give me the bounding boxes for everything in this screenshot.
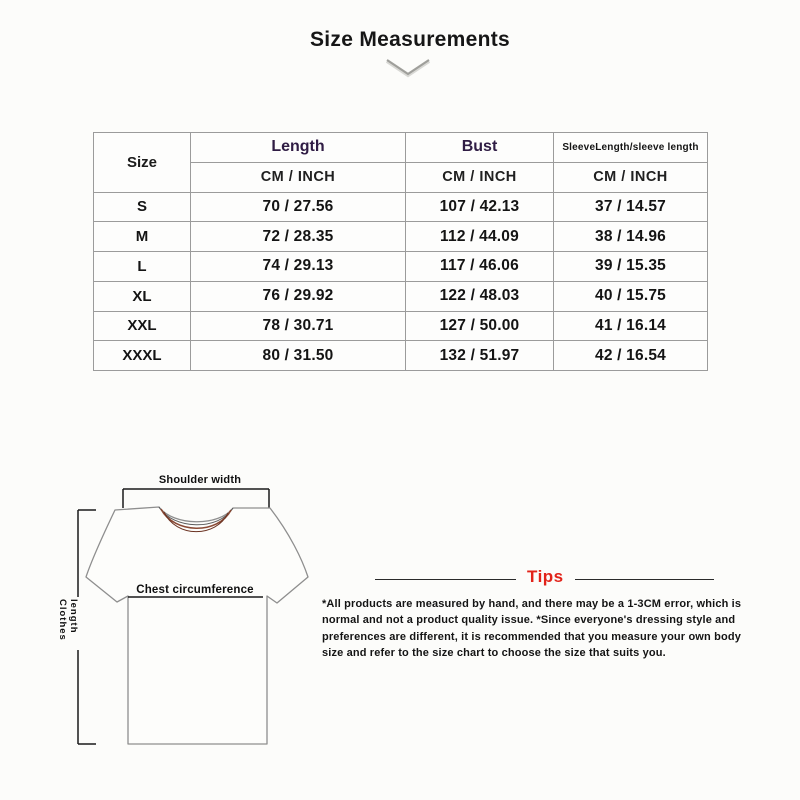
sleeve-cell: 41 / 16.14 — [554, 311, 708, 341]
table-row-xxxl — [94, 341, 708, 371]
tips-line: *All products are measured by hand, and there may be a 1-3CM error, which is — [322, 598, 742, 610]
bust-cell: 112 / 44.09 — [406, 222, 554, 252]
unit-header-sleeve: CM / INCH — [554, 162, 708, 192]
size-cell: M — [94, 222, 191, 252]
clothes-length-label — [57, 599, 79, 641]
size-cell: XXL — [94, 311, 191, 341]
bust-cell: 127 / 50.00 — [406, 311, 554, 341]
table-header-row — [94, 133, 708, 163]
bust-cell: 132 / 51.97 — [406, 341, 554, 371]
size-cell: XL — [94, 281, 191, 311]
sleeve-cell: 38 / 14.96 — [554, 222, 708, 252]
chevron-down-icon — [384, 58, 432, 80]
shoulder-width-bracket — [123, 489, 269, 508]
length-cell: 74 / 29.13 — [191, 252, 406, 282]
table-row-s — [94, 192, 708, 222]
size-cell: L — [94, 252, 191, 282]
clothes-length-label-line1: Clothes — [57, 599, 68, 641]
sleeve-cell: 37 / 14.57 — [554, 192, 708, 222]
tips-line: normal and not a product quality issue. *Since everyone's dressing style and — [322, 614, 736, 627]
column-header-sleeve: SleeveLength/sleeve length — [554, 133, 708, 163]
tips-header — [375, 567, 750, 588]
sleeve-cell: 42 / 16.54 — [554, 341, 708, 371]
size-measurements-table — [93, 132, 708, 371]
clothes-length-bracket — [78, 510, 96, 744]
bust-cell: 117 / 46.06 — [406, 252, 554, 282]
column-header-bust: Bust — [406, 133, 554, 163]
table-row-xxl — [94, 311, 708, 341]
bust-cell: 107 / 42.13 — [406, 192, 554, 222]
shoulder-width-label: Shoulder width — [158, 474, 242, 486]
sleeve-cell: 39 / 15.35 — [554, 252, 708, 282]
column-header-size: Size — [94, 133, 191, 193]
tips-divider-right — [575, 579, 714, 580]
length-cell: 80 / 31.50 — [191, 341, 406, 371]
tips-divider-left — [375, 579, 516, 580]
sleeve-cell: 40 / 15.75 — [554, 281, 708, 311]
tips-body — [322, 596, 792, 661]
length-cell: 78 / 30.71 — [191, 311, 406, 341]
table-row-l — [94, 252, 708, 282]
tips-heading: Tips — [527, 567, 564, 586]
table-row-m — [94, 222, 708, 252]
tips-line: size and refer to the size chart to choose the size that suits you. — [322, 646, 666, 659]
table-row-xl — [94, 281, 708, 311]
size-cell: S — [94, 192, 191, 222]
length-cell: 72 / 28.35 — [191, 222, 406, 252]
tips-line: preferences are different, it is recommended that you measure your own body — [322, 630, 741, 643]
column-header-length: Length — [191, 133, 406, 163]
page-title: Size Measurements — [309, 28, 511, 51]
unit-header-length: CM / INCH — [191, 162, 406, 192]
length-cell: 70 / 27.56 — [191, 192, 406, 222]
tshirt-outline — [86, 507, 308, 744]
bust-cell: 122 / 48.03 — [406, 281, 554, 311]
length-cell: 76 / 29.92 — [191, 281, 406, 311]
unit-header-bust: CM / INCH — [406, 162, 554, 192]
size-cell: XXXL — [94, 341, 191, 371]
tshirt-diagram — [55, 450, 325, 760]
chest-circumference-label: Chest circumference — [136, 584, 254, 596]
clothes-length-label-line2: length — [68, 599, 79, 634]
